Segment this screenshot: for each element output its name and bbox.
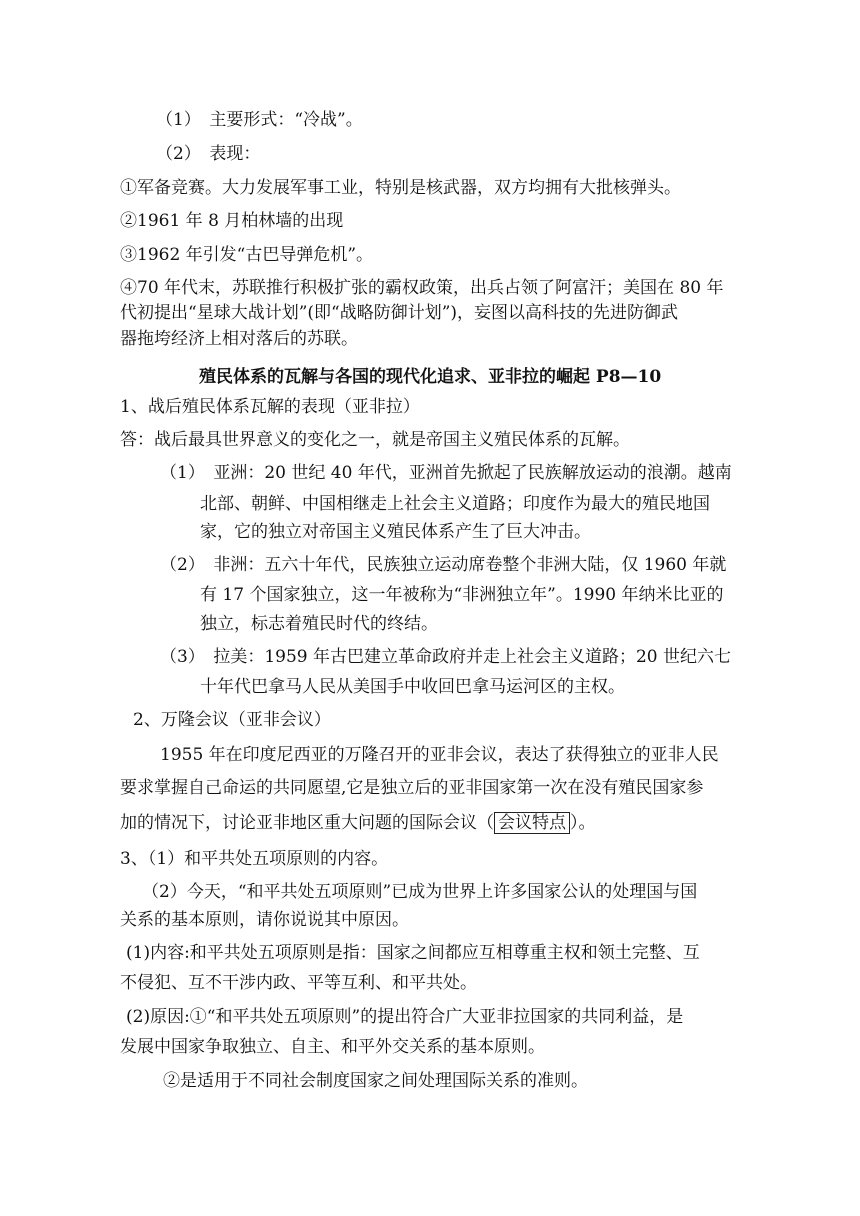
africa-line1: （2） 非洲：五六十年代，民族独立运动席卷整个非洲大陆，仅 1960 年就	[160, 555, 727, 575]
item-main-form: （1） 主要形式：“冷战”。	[156, 110, 363, 130]
answer-1: 答：战后最具世界意义的变化之一，就是帝国主义殖民体系的瓦解。	[120, 430, 630, 450]
paragraph-arms-race: ①军备竞赛。大力发展军事工业，特别是核武器，双方均拥有大批核弹头。	[120, 178, 681, 198]
answer-content-line2: 不侵犯、互不干涉内政、平等互利、和平共处。	[120, 973, 477, 993]
latam-line1: （3） 拉美：1959 年古巴建立革命政府并走上社会主义道路；20 世纪六七	[160, 647, 732, 667]
africa-line2: 有 17 个国家独立，这一年被称为“非洲独立年”。1990 年纳米比亚的	[200, 585, 724, 605]
answer-reason-line2: 发展中国家争取独立、自主、和平外交关系的基本原则。	[120, 1037, 545, 1057]
asia-line2: 北部、朝鲜、中国相继走上社会主义道路；印度作为最大的殖民地国	[200, 494, 710, 514]
question-3b-line2: 关系的基本原则，请你说说其中原因。	[120, 910, 409, 930]
asia-line1: （1） 亚洲：20 世纪 40 年代，亚洲首先掀起了民族解放运动的浪潮。越南	[160, 463, 732, 483]
paragraph-1970s-line2: 代初提出“星球大战计划”(即“战略防御计划”)，妄图以高科技的先进防御武	[120, 303, 679, 323]
paragraph-1970s-line3: 器拖垮经济上相对落后的苏联。	[120, 329, 358, 349]
section-title: 殖民体系的瓦解与各国的现代化追求、亚非拉的崛起 P8—10	[199, 367, 662, 387]
question-3: 3、（1）和平共处五项原则的内容。	[120, 849, 389, 869]
asia-line3: 家，它的独立对帝国主义殖民体系产生了巨大冲击。	[200, 522, 591, 542]
paragraph-1970s-line1: ④70 年代末，苏联推行积极扩张的霸权政策，出兵占领了阿富汗；美国在 80 年	[120, 278, 724, 298]
question-2: 2、万隆会议（亚非会议）	[133, 710, 331, 730]
bandung-line1: 1955 年在印度尼西亚的万隆召开的亚非会议，表达了获得独立的亚非人民	[160, 745, 719, 765]
paragraph-berlin-wall: ②1961 年 8 月柏林墙的出现	[120, 211, 344, 231]
paragraph-cuba-crisis: ③1962 年引发“古巴导弹危机”。	[120, 245, 374, 265]
answer-reason-line1: (2)原因:①“和平共处五项原则”的提出符合广大亚非拉国家的共同利益，是	[126, 1007, 684, 1027]
bandung-line3-text: 加的情况下，讨论亚非地区重大问题的国际会议（	[120, 813, 494, 833]
answer-content-line1: (1)内容:和平共处五项原则是指：国家之间都应互相尊重主权和领土完整、互	[126, 943, 700, 963]
meeting-feature-box: 会议特点	[494, 812, 570, 834]
bandung-line2: 要求掌握自己命运的共同愿望,它是独立后的亚非国家第一次在没有殖民国家参	[120, 778, 704, 798]
africa-line3: 独立，标志着殖民时代的终结。	[200, 614, 438, 634]
bandung-line3	[120, 811, 596, 835]
item-performance: （2） 表现：	[156, 144, 261, 164]
question-1: 1、战后殖民体系瓦解的表现（亚非拉）	[120, 397, 420, 417]
question-3b-line1: （2）今天，“和平共处五项原则”已成为世界上许多国家公认的处理国与国	[142, 882, 698, 902]
answer-reason-line3: ②是适用于不同社会制度国家之间处理国际关系的准则。	[163, 1071, 588, 1091]
latam-line2: 十年代巴拿马人民从美国手中收回巴拿马运河区的主权。	[200, 677, 625, 697]
bandung-line3-end: ）。	[570, 813, 596, 833]
